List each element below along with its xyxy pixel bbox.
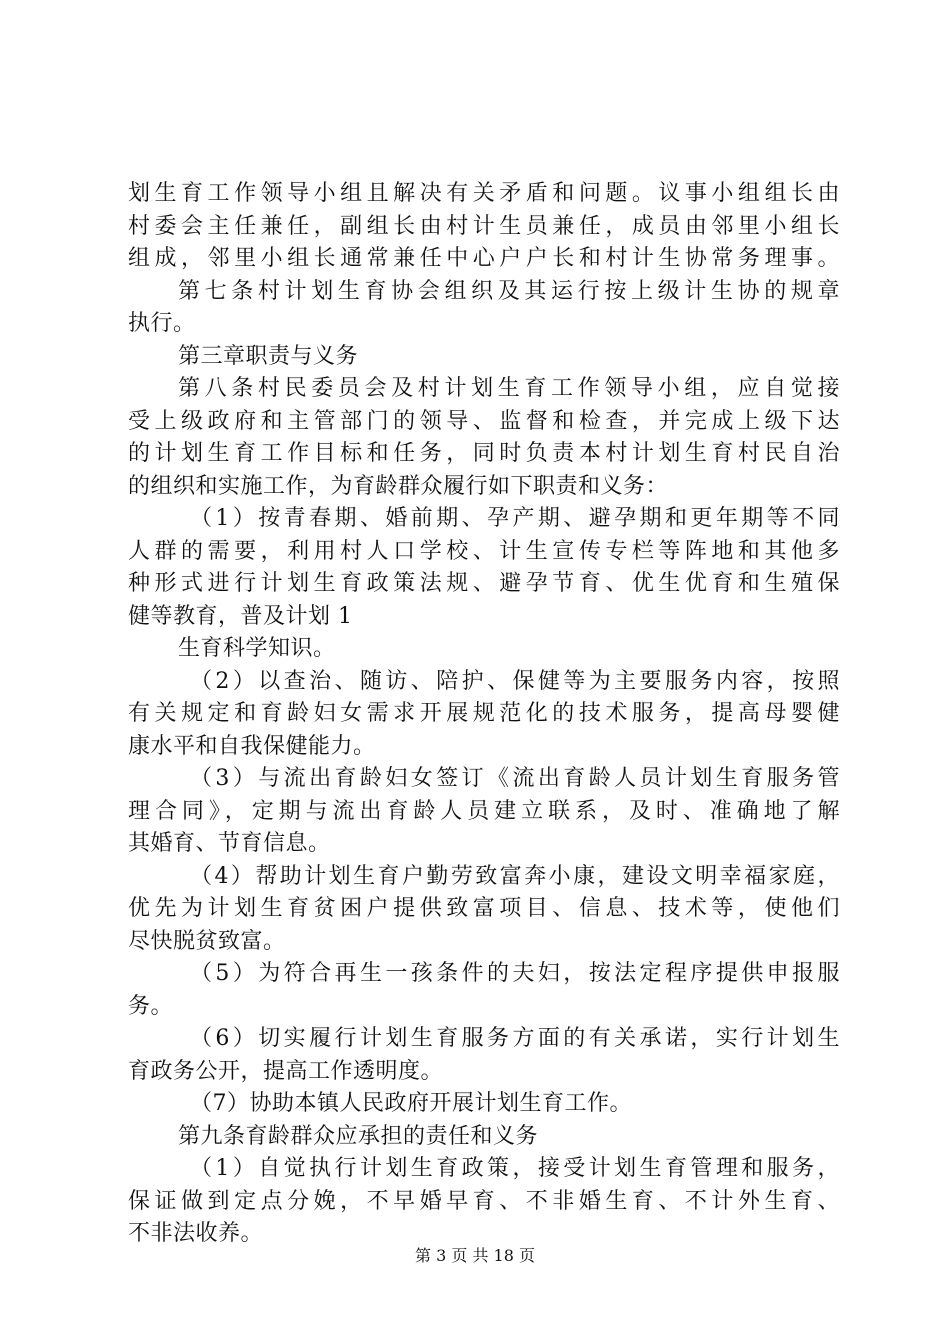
page-footer (0, 1243, 950, 1266)
text-line: 其婚育、节育信息。 (128, 831, 331, 856)
text-line: 生育科学知识。 (178, 636, 336, 661)
text-line: 的计划生育工作目标和任务，同时负责本村计划生育村民自治 (128, 441, 840, 466)
text-line: 的组织和实施工作，为育龄群众履行如下职责和义务： (128, 473, 669, 499)
text-line: 康水平和自我保健能力。 (128, 733, 376, 759)
text-line: 村委会主任兼任，副组长由村计生员兼任，成员由邻里小组长 (128, 213, 840, 239)
text-line: 不非法收养。 (128, 1221, 264, 1246)
text-line: 受上级政府和主管部门的领导、监督和检查，并完成上级下达 (128, 408, 840, 434)
text-line: （7）协助本镇人民政府开展计划生育工作。 (190, 1091, 632, 1116)
text-line: （1）按青春期、婚前期、孕产期、避孕期和更年期等不同 (190, 506, 840, 531)
text-line: 优先为计划生育贫困户提供致富项目、信息、技术等，使他们 (128, 896, 840, 921)
text-line: 务。 (128, 993, 174, 1019)
text-line: 划生育工作领导小组且解决有关矛盾和问题。议事小组组长由 (128, 181, 840, 206)
text-line: （4）帮助计划生育户勤劳致富奔小康，建设文明幸福家庭， (190, 863, 840, 889)
text-line: 理合同》，定期与流出育龄人员建立联系，及时、准确地了解 (128, 798, 840, 824)
text-line: 执行。 (128, 311, 196, 336)
page-number-label: 第 3 页 共 18 页 (415, 1246, 535, 1265)
text-line: 尽快脱贫致富。 (128, 928, 286, 954)
text-line: 育政务公开，提高工作透明度。 (128, 1058, 444, 1084)
text-line: （3）与流出育龄妇女签订《流出育龄人员计划生育服务管 (190, 766, 840, 791)
text-line: 组成，邻里小组长通常兼任中心户户长和村计生协常务理事。 (128, 246, 840, 271)
text-line: （6）切实履行计划生育服务方面的有关承诺，实行计划生 (190, 1026, 840, 1051)
text-line: （5）为符合再生一孩条件的夫妇，按法定程序提供申报服 (190, 961, 840, 986)
text-line: 第八条村民委员会及村计划生育工作领导小组，应自觉接 (178, 376, 840, 401)
text-line: 有关规定和育龄妇女需求开展规范化的技术服务，提高母婴健 (128, 701, 840, 726)
text-line: 种形式进行计划生育政策法规、避孕节育、优生优育和生殖保 (128, 571, 840, 596)
document-body (128, 178, 840, 1251)
text-line: （1）自觉执行计划生育政策，接受计划生育管理和服务， (190, 1156, 840, 1181)
text-line: （2）以查治、随访、陪护、保健等为主要服务内容，按照 (190, 668, 840, 694)
text-line: 第九条育龄群众应承担的责任和义务 (178, 1123, 539, 1149)
text-line: 第三章职责与义务 (178, 343, 359, 369)
text-line: 人群的需要，利用村人口学校、计生宣传专栏等阵地和其他多 (128, 538, 840, 564)
text-line: 第七条村计划生育协会组织及其运行按上级计生协的规章 (178, 278, 840, 304)
text-line: 保证做到定点分娩，不早婚早育、不非婚生育、不计外生育、 (128, 1188, 840, 1214)
text-line: 健等教育，普及计划 1 (128, 603, 353, 629)
